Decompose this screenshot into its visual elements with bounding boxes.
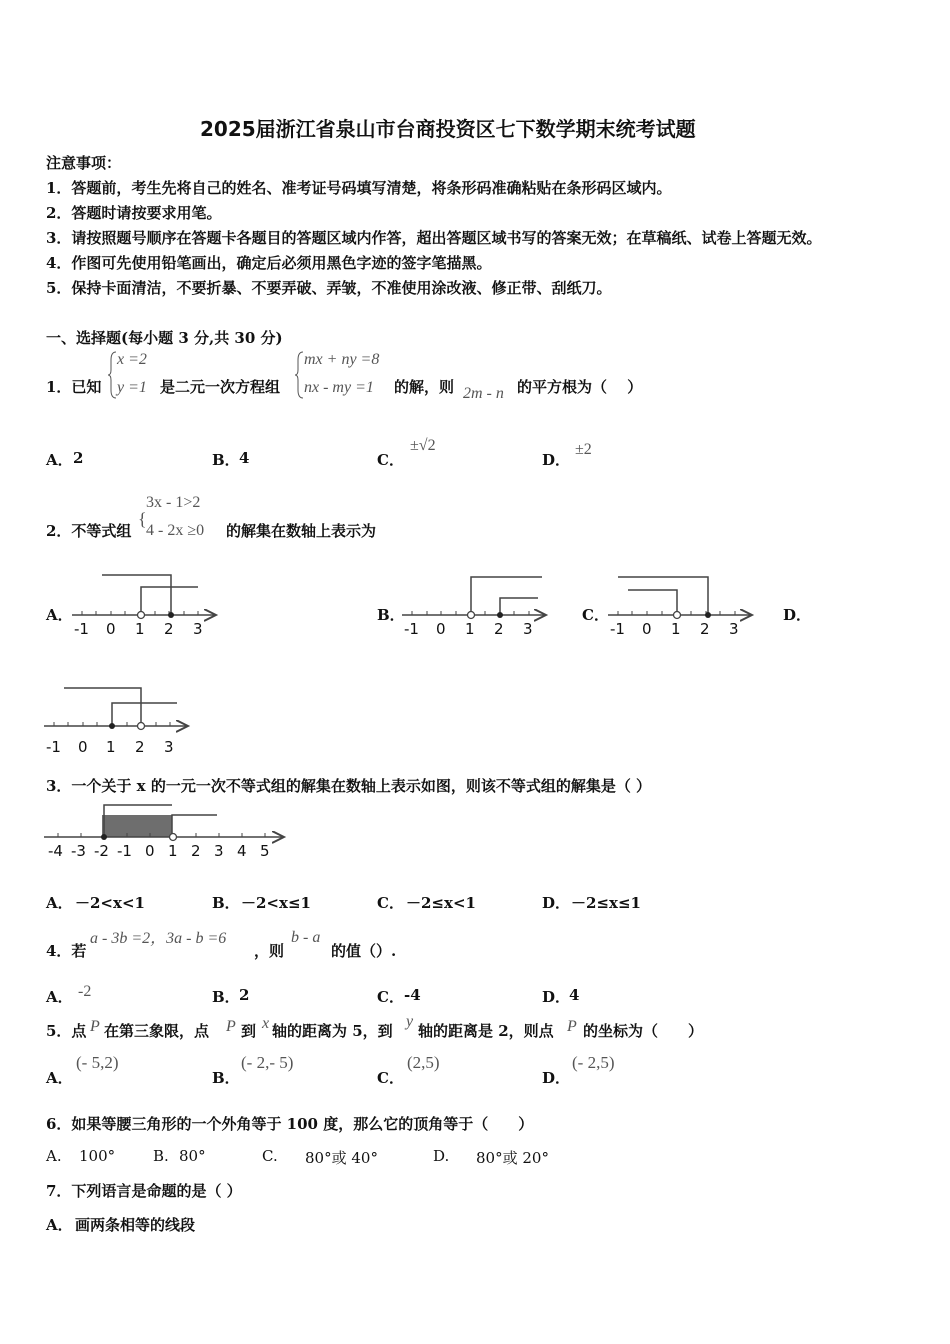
q5-text: 到: [241, 1022, 257, 1040]
q5-text: 的坐标为（ ）: [583, 1022, 704, 1040]
notice-item: 5．保持卡面清洁，不要折暴、不要弄破、弄皱，不准使用涂改液、修正带、刮纸刀。: [46, 279, 612, 297]
q2-option-a-label: A．: [46, 606, 73, 624]
q4-condition: a - 3b =2，3a - b =6: [90, 930, 227, 947]
tick-label: -4: [48, 842, 63, 860]
q5-var-y: y: [406, 1013, 414, 1030]
q5-option-a-label: A．: [46, 1069, 73, 1087]
q7-option-a: 画两条相等的线段: [75, 1216, 196, 1234]
q5-option-c: (2,5): [407, 1053, 440, 1072]
notice-item: 4．作图可先使用铅笔画出，确定后必须用黑色字迹的签字笔描黑。: [46, 254, 492, 272]
q2-numberline-d: [44, 688, 188, 756]
tick-label: 3: [729, 620, 739, 638]
tick-label: 3: [214, 842, 224, 860]
q4-option-c-label: C．: [377, 988, 404, 1006]
q3-option-c-label: C．: [377, 894, 404, 912]
tick-label: -1: [404, 620, 419, 638]
tick-label: 0: [436, 620, 446, 638]
q3-option-b: －2<x≤1: [241, 894, 311, 912]
q2-ineq-1: 3x - 1>2: [146, 494, 201, 511]
tick-label: 2: [135, 738, 145, 756]
q2-numberline-c: [608, 577, 752, 638]
tick-label: -1: [610, 620, 625, 638]
q4-option-d-label: D．: [542, 988, 571, 1006]
q1-option-b: 4: [239, 449, 250, 467]
q1-text: 的解，则: [394, 378, 455, 396]
q2-numberline-b: [402, 577, 546, 638]
q6-option-c: 80°或 40°: [305, 1149, 378, 1167]
q3-option-c: －2≤x<1: [406, 894, 476, 912]
q1-option-c-label: C．: [377, 451, 404, 469]
q5-text: 轴的距离为 5，到: [272, 1022, 393, 1040]
q1-option-b-label: B．: [212, 451, 240, 469]
tick-label: 3: [523, 620, 533, 638]
page-title: 2025届浙江省泉山市台商投资区七下数学期末统考试题: [200, 117, 696, 141]
q5-option-d: (- 2,5): [572, 1053, 615, 1072]
tick-label: 2: [191, 842, 201, 860]
q6-option-c-label: C.: [262, 1147, 278, 1165]
q3-option-d: －2≤x≤1: [571, 894, 641, 912]
q7-option-a-label: A．: [46, 1216, 73, 1234]
tick-label: -3: [71, 842, 86, 860]
q4-option-c: -4: [404, 986, 421, 1004]
q5-option-c-label: C．: [377, 1069, 404, 1087]
notice-heading: 注意事项：: [46, 154, 122, 172]
q4-option-b-label: B．: [212, 988, 240, 1006]
q5-option-b-label: B．: [212, 1069, 240, 1087]
q6-option-a-label: A.: [46, 1147, 62, 1165]
q1-option-d-label: D．: [542, 451, 571, 469]
q5-text: 5．点: [46, 1022, 87, 1040]
q4-text: 的值（）.: [331, 942, 397, 960]
q1-expression: 2m - n: [463, 385, 504, 402]
q1-option-d: ±2: [575, 441, 592, 458]
q3-question: 3．一个关于 x 的一元一次不等式组的解集在数轴上表示如图，则该不等式组的解集是（ ）: [46, 777, 652, 795]
q3-option-b-label: B．: [212, 894, 240, 912]
q5-var-x: x: [262, 1015, 270, 1032]
q5-option-b: (- 2,- 5): [241, 1053, 294, 1072]
q6-option-b: 80°: [179, 1147, 206, 1165]
q4-text: ，则: [254, 942, 285, 960]
tick-label: 3: [164, 738, 174, 756]
q6-option-d: 80°或 20°: [476, 1149, 549, 1167]
tick-label: -1: [117, 842, 132, 860]
notice-item: 2．答题时请按要求用笔。: [46, 204, 222, 222]
q1-eq-y: y =1: [117, 379, 147, 396]
q1-option-a: 2: [73, 449, 84, 467]
q2-text: 的解集在数轴上表示为: [226, 522, 377, 540]
q1-option-a-label: A．: [46, 451, 73, 469]
q3-option-d-label: D．: [542, 894, 571, 912]
tick-label: 1: [671, 620, 681, 638]
q1-eq-2: nx - my =1: [304, 379, 374, 396]
q6-option-d-label: D.: [433, 1147, 450, 1165]
tick-label: 2: [700, 620, 710, 638]
tick-label: 5: [260, 842, 270, 860]
q1-text: 的平方根为（ ）: [517, 378, 643, 396]
q4-number: 4．若: [46, 942, 87, 960]
q5-option-d-label: D．: [542, 1069, 571, 1087]
tick-label: 1: [106, 738, 116, 756]
q2-numberline-a: [72, 575, 216, 638]
tick-label: -1: [46, 738, 61, 756]
q4-option-a: -2: [78, 983, 92, 1000]
notice-item: 1．答题前，考生先将自己的姓名、准考证号码填写清楚，将条形码准确粘贴在条形码区域内。: [46, 179, 672, 197]
q5-var-p: P: [226, 1018, 236, 1035]
section-heading: 一、选择题(每小题 3 分,共 30 分): [46, 329, 283, 347]
q2-option-c-label: C．: [582, 606, 609, 624]
q3-option-a: －2<x<1: [75, 894, 145, 912]
q6-question: 6．如果等腰三角形的一个外角等于 100 度，那么它的顶角等于（ ）: [46, 1115, 534, 1133]
q2-number: 2．不等式组: [46, 522, 132, 540]
q5-text: 在第三象限，点: [104, 1022, 210, 1040]
q5-text: 轴的距离是 2，则点: [418, 1022, 554, 1040]
q5-var-p: P: [90, 1018, 100, 1035]
notice-item: 3．请按照题号顺序在答题卡各题目的答题区域内作答，超出答题区域书写的答案无效；在草稿纸、试卷上答题无效。: [46, 229, 822, 247]
tick-label: 0: [78, 738, 88, 756]
tick-label: -2: [94, 842, 109, 860]
q4-option-d: 4: [569, 986, 580, 1004]
q5-var-p: P: [567, 1018, 577, 1035]
tick-label: 1: [135, 620, 145, 638]
q2-option-b-label: B．: [377, 606, 405, 624]
q7-question: 7．下列语言是命题的是（ ）: [46, 1182, 242, 1200]
tick-label: 0: [642, 620, 652, 638]
q4-option-b: 2: [239, 986, 250, 1004]
q4-expression: b - a: [291, 929, 321, 946]
q1-eq-x: x =2: [117, 351, 147, 368]
q3-numberline: [44, 805, 284, 860]
q2-option-d-label: D．: [783, 606, 812, 624]
tick-label: 0: [106, 620, 116, 638]
tick-label: 4: [237, 842, 247, 860]
q4-option-a-label: A．: [46, 988, 73, 1006]
q1-eq-1: mx + ny =8: [304, 351, 380, 368]
q2-brace: {: [138, 509, 147, 529]
tick-label: -1: [74, 620, 89, 638]
q3-option-a-label: A．: [46, 894, 73, 912]
tick-label: 3: [193, 620, 203, 638]
q1-number: 1．已知: [46, 378, 102, 396]
tick-label: 1: [168, 842, 178, 860]
tick-label: 2: [494, 620, 504, 638]
tick-label: 1: [465, 620, 475, 638]
q6-option-a: 100°: [79, 1147, 116, 1165]
tick-label: 0: [145, 842, 155, 860]
tick-label: 2: [164, 620, 174, 638]
q1-option-c: ±√2: [410, 437, 436, 454]
q6-option-b-label: B.: [153, 1147, 169, 1165]
q5-option-a: (- 5,2): [76, 1053, 119, 1072]
q1-text: 是二元一次方程组: [160, 378, 281, 396]
q2-ineq-2: 4 - 2x ≥0: [146, 522, 205, 539]
